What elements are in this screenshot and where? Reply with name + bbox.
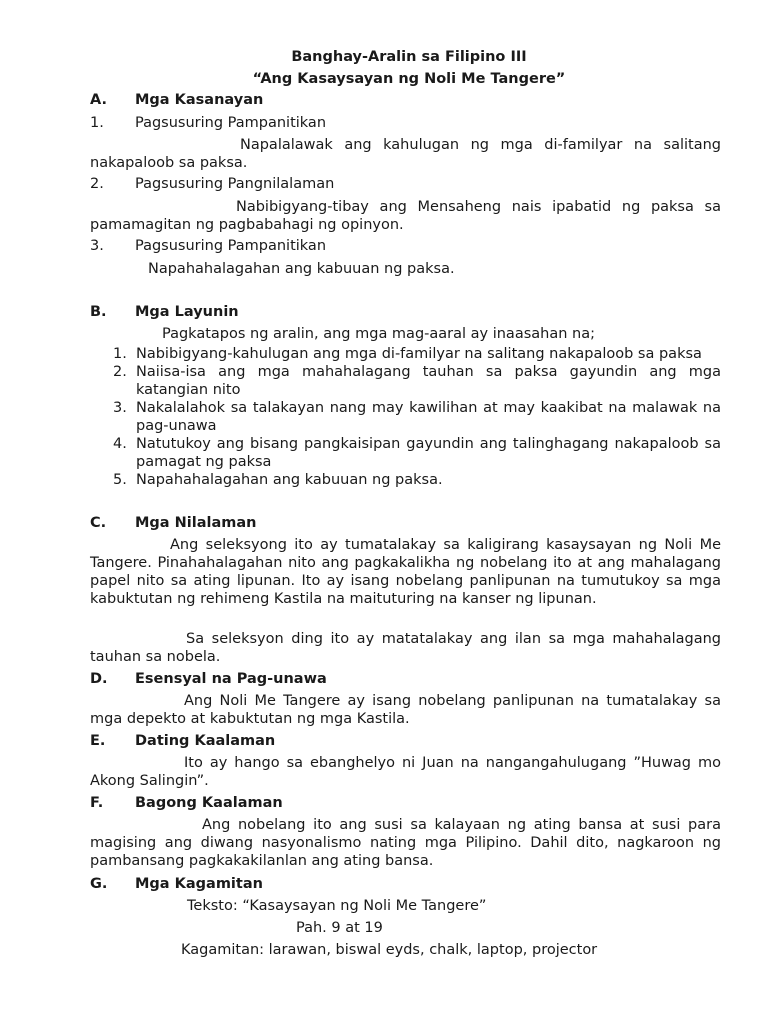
section-title: Dating Kaalaman [135, 733, 276, 749]
section-g-heading [90, 875, 263, 893]
section-b-heading [90, 303, 239, 321]
kasanayan-item-3 [90, 237, 326, 255]
section-title: Mga Layunin [135, 304, 239, 320]
section-title: Bagong Kaalaman [135, 795, 283, 811]
list-item [113, 435, 721, 471]
item-number: 3. [90, 238, 104, 254]
item-number: 1. [90, 115, 104, 131]
kasanayan-item-1 [90, 114, 326, 132]
kasanayan-desc-2: Nabibigyang-tibay ang Mensaheng nais ipabatid ng paksa sa pamamagitan ng pagbabahagi ng opinyon. [90, 199, 721, 233]
layunin-list [113, 345, 721, 489]
nilalaman-paragraph-2: Sa seleksyon ding ito ay matatalakay ang ilan sa mga mahahalagang tauhan sa nobela. [90, 631, 721, 665]
item-number: 5. [113, 472, 127, 488]
section-c-heading [90, 514, 256, 532]
kasanayan-item-2 [90, 175, 334, 193]
section-f-heading [90, 794, 283, 812]
section-a-heading [90, 91, 263, 109]
list-item [113, 471, 721, 489]
layunin-intro: Pagkatapos ng aralin, ang mga mag-aaral ay inaasahan na; [162, 326, 595, 342]
item-text: Nabibigyang-kahulugan ang mga di-familyar na salitang nakapaloob sa paksa [136, 346, 702, 362]
dating-kaalaman-paragraph: Ito ay hango sa ebanghelyo ni Juan na nangangahulugang ”Huwag mo Akong Salingin”. [90, 755, 721, 789]
bagong-kaalaman-paragraph: Ang nobelang ito ang susi sa kalayaan ng ating bansa at susi para magising ang diwang nasyonalismo nating mga Pilipino. Dahil dito, nagkaroon ng pambansang pagkakakilanlan ang ating bansa. [90, 817, 721, 869]
document-title: Banghay-Aralin sa Filipino III [291, 49, 527, 65]
section-title: Esensyal na Pag-unawa [135, 671, 327, 687]
item-label: Pagsusuring Pampanitikan [135, 115, 327, 131]
section-letter: E. [90, 733, 106, 749]
kagamitan-pahina: Pah. 9 at 19 [296, 920, 383, 936]
kagamitan-list: Kagamitan: larawan, biswal eyds, chalk, laptop, projector [181, 942, 598, 958]
esensyal-paragraph: Ang Noli Me Tangere ay isang nobelang panlipunan na tumatalakay sa mga depekto at kabuktutan ng mga Kastila. [90, 693, 721, 727]
section-d-heading [90, 670, 327, 688]
kasanayan-desc-1: Napalalawak ang kahulugan ng mga di-familyar na salitang nakapaloob sa paksa. [90, 137, 721, 171]
section-letter: D. [90, 671, 108, 687]
item-text: Naiisa-isa ang mga mahahalagang tauhan sa paksa gayundin ang mga katangian nito [136, 364, 721, 398]
item-label: Pagsusuring Pampanitikan [135, 238, 327, 254]
item-label: Pagsusuring Pangnilalaman [135, 176, 335, 192]
nilalaman-paragraph-1: Ang seleksyong ito ay tumatalakay sa kaligirang kasaysayan ng Noli Me Tangere. Pinahahalagahan nito ang pagkakalikha ng nobelang ito at ang mahalagang papel nito sa ating lipunan. Ito ay isang nobelang panlipunan na tumutukoy sa mga kabuktutan ng rehimeng Kastila na maituturing na kanser ng lipunan. [90, 537, 721, 607]
list-item [113, 363, 721, 399]
section-title: Mga Kagamitan [135, 876, 263, 892]
list-item [113, 399, 721, 435]
item-number: 3. [113, 400, 127, 416]
item-text: Napahahalagahan ang kabuuan ng paksa. [136, 472, 443, 488]
section-letter: F. [90, 795, 104, 811]
item-number: 4. [113, 436, 127, 452]
section-title: Mga Nilalaman [135, 515, 257, 531]
kasanayan-desc-3: Napahahalagahan ang kabuuan ng paksa. [148, 261, 455, 277]
section-e-heading [90, 732, 275, 750]
list-item [113, 345, 721, 363]
section-letter: B. [90, 304, 107, 320]
section-letter: G. [90, 876, 108, 892]
section-letter: C. [90, 515, 107, 531]
item-number: 1. [113, 346, 127, 362]
section-letter: A. [90, 92, 107, 108]
kagamitan-teksto: Teksto: “Kasaysayan ng Noli Me Tangere” [187, 898, 487, 914]
item-number: 2. [113, 364, 127, 380]
document-subtitle: “Ang Kasaysayan ng Noli Me Tangere” [252, 71, 566, 87]
item-text: Natutukoy ang bisang pangkaisipan gayundin ang talinghagang nakapaloob sa pamagat ng paksa [136, 436, 721, 470]
item-number: 2. [90, 176, 104, 192]
section-title: Mga Kasanayan [135, 92, 264, 108]
item-text: Nakalalahok sa talakayan nang may kawilihan at may kaakibat na malawak na pag-unawa [136, 400, 721, 434]
